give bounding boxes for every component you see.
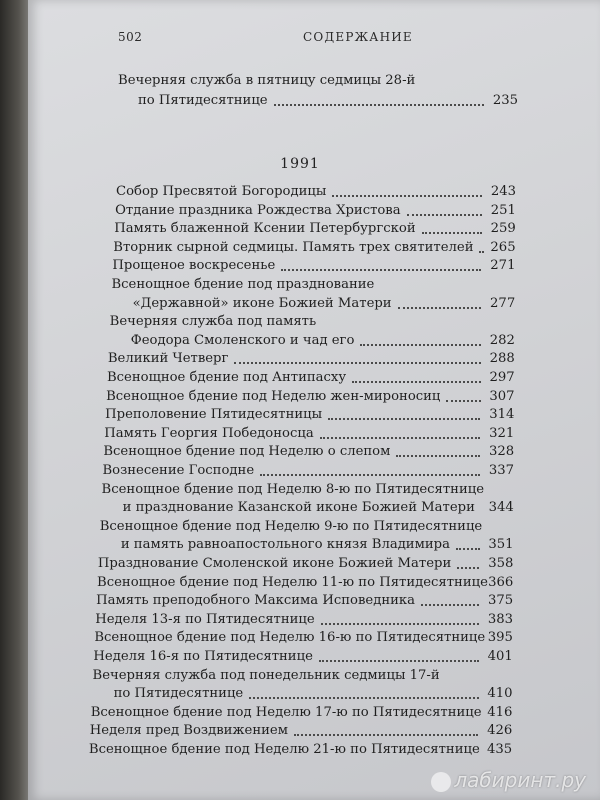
page-ref: 435 bbox=[486, 742, 513, 757]
page-ref: 307 bbox=[489, 388, 515, 404]
dot-leader bbox=[319, 658, 479, 662]
entry-title: Празднование Смоленской иконе Божией Матери bbox=[97, 556, 452, 571]
dot-leader bbox=[421, 602, 479, 606]
entry-title: Всенощное бдение под Неделю 8-ю по Пятидесятнице bbox=[101, 481, 485, 497]
entry-title: Феодора Смоленского и чад его bbox=[130, 332, 355, 348]
toc-line bbox=[123, 499, 514, 517]
entry-title: Отдание праздника Рождества Христова bbox=[115, 202, 401, 218]
toc-line bbox=[133, 295, 516, 313]
page-ref: 401 bbox=[487, 649, 513, 664]
entry-line-with-page bbox=[118, 92, 518, 110]
toc-line bbox=[131, 332, 515, 350]
toc-line bbox=[107, 369, 515, 387]
dot-leader bbox=[332, 193, 482, 197]
toc-line bbox=[113, 239, 515, 257]
entry-title: Всенощное бдение под Неделю о слепом bbox=[103, 444, 391, 460]
dot-leader bbox=[398, 305, 482, 309]
toc-line bbox=[94, 629, 513, 647]
toc-line bbox=[97, 574, 513, 592]
entry-title: Всенощное бдение под Неделю 11-ю по Пятидесятнице bbox=[97, 574, 488, 590]
page-ref: 243 bbox=[490, 184, 516, 199]
toc-line bbox=[121, 536, 514, 554]
toc-line bbox=[90, 722, 512, 740]
toc-line bbox=[96, 592, 513, 610]
dot-leader bbox=[360, 342, 481, 346]
entry-title: Всенощное бдение под Неделю жен-мироносиц bbox=[106, 388, 441, 404]
page-ref: 259 bbox=[490, 221, 516, 237]
toc-line bbox=[89, 741, 512, 759]
entry-title: и празднование Казанской иконе Божией Матери bbox=[122, 500, 475, 516]
toc-line bbox=[116, 183, 516, 201]
page-ref: 271 bbox=[490, 258, 516, 274]
running-title: СОДЕРЖАНИЕ bbox=[303, 30, 413, 44]
dot-leader bbox=[479, 249, 481, 253]
toc-line bbox=[93, 648, 512, 666]
entry-title: и память равноапостольного князя Владимира bbox=[120, 537, 450, 553]
entry-title: по Пятидесятнице bbox=[113, 686, 244, 702]
watermark-logo bbox=[431, 768, 586, 792]
page-ref: 314 bbox=[489, 407, 515, 423]
dot-leader bbox=[352, 379, 481, 383]
toc-line bbox=[104, 425, 514, 443]
page-ref: 282 bbox=[489, 332, 515, 348]
page-ref: 416 bbox=[487, 704, 513, 720]
page-ref: 297 bbox=[489, 370, 515, 385]
toc-line bbox=[108, 350, 515, 368]
entry-title: Вечерняя служба под понедельник седмицы 17-й bbox=[92, 667, 440, 683]
page-ref: 321 bbox=[489, 425, 515, 441]
page-ref: 366 bbox=[488, 574, 514, 590]
page-ref: 328 bbox=[489, 444, 515, 460]
dot-leader bbox=[321, 621, 479, 625]
page-ref: 395 bbox=[487, 630, 513, 646]
watermark-text: лабиринт.ру bbox=[454, 768, 586, 792]
dot-leader bbox=[457, 565, 479, 569]
dot-leader bbox=[274, 102, 484, 106]
dot-leader bbox=[396, 453, 480, 457]
dot-leader bbox=[422, 230, 482, 234]
entry-title: Память Георгия Победоносца bbox=[104, 425, 314, 441]
toc-line bbox=[102, 462, 514, 480]
entry-title: Великий Четверг bbox=[107, 351, 229, 367]
page-ref: 265 bbox=[490, 239, 516, 255]
dot-leader bbox=[446, 398, 480, 402]
dot-leader bbox=[249, 695, 478, 699]
entry-title: Вечерняя служба под память bbox=[109, 314, 317, 330]
entry-title: Вторник сырной седмицы. Память трех святителей bbox=[113, 239, 474, 255]
page-ref: 344 bbox=[488, 500, 514, 516]
toc-line bbox=[91, 704, 513, 722]
toc-line bbox=[105, 406, 514, 424]
dot-leader bbox=[407, 212, 482, 216]
entry-title: Всенощное бдение под празднование bbox=[111, 277, 375, 292]
toc-line bbox=[103, 443, 514, 461]
entry-title: Память блаженной Ксении Петербургской bbox=[114, 221, 416, 237]
dot-leader bbox=[456, 546, 480, 550]
entry-title: Прощеное воскресенье bbox=[112, 258, 276, 274]
entry-title: Всенощное бдение под Антипасху bbox=[106, 370, 347, 385]
dot-leader bbox=[320, 435, 481, 439]
page-ref: 251 bbox=[490, 202, 516, 218]
page-ref: 288 bbox=[489, 351, 515, 367]
page-ref: 375 bbox=[487, 593, 514, 609]
entry-title: Собор Пресвятой Богородицы bbox=[116, 184, 327, 199]
section-year-heading: 1991 bbox=[280, 156, 320, 172]
toc-line bbox=[112, 257, 515, 275]
page-ref: 383 bbox=[487, 611, 514, 627]
page-ref: 351 bbox=[488, 537, 514, 553]
dot-leader bbox=[234, 360, 480, 364]
dot-leader bbox=[260, 472, 480, 476]
entry-title: Преполовение Пятидесятницы bbox=[105, 407, 323, 423]
entry-title: Неделя 13-я по Пятидесятнице bbox=[95, 611, 315, 627]
dot-leader bbox=[328, 416, 480, 420]
entry-title: Всенощное бдение под Неделю 16-ю по Пятидесятнице bbox=[94, 630, 486, 646]
dot-leader bbox=[281, 267, 481, 271]
dot-leader bbox=[294, 732, 478, 736]
entry-title: Всенощное бдение под Неделю 21-ю по Пятидесятнице bbox=[88, 742, 480, 757]
entry-title: «Державной» иконе Божией Матери bbox=[132, 295, 392, 311]
page-ref: 426 bbox=[487, 723, 513, 739]
page-number: 502 bbox=[118, 30, 143, 44]
toc-line bbox=[114, 220, 516, 238]
labirint-logo-icon bbox=[431, 772, 451, 792]
toc-line bbox=[114, 685, 513, 703]
entry-title: Память преподобного Максима Исповедника bbox=[96, 593, 416, 609]
page-ref: 337 bbox=[488, 463, 515, 478]
toc-line bbox=[98, 555, 513, 573]
toc-line bbox=[95, 611, 513, 629]
entry-title: Вознесение Господне bbox=[102, 463, 255, 478]
toc-line bbox=[115, 202, 516, 220]
page-ref: 358 bbox=[488, 556, 514, 571]
entry-line: по Пятидесятнице bbox=[138, 93, 268, 108]
page-ref: 235 bbox=[492, 93, 518, 108]
toc-line bbox=[106, 388, 515, 406]
entry-line: Вечерняя служба в пятницу седмицы 28-й bbox=[118, 73, 416, 88]
entry-title: Неделя 16-я по Пятидесятнице bbox=[93, 649, 313, 664]
entry-title: Неделя пред Воздвижением bbox=[89, 723, 288, 739]
page-ref: 410 bbox=[487, 686, 513, 702]
entry-title: Всенощное бдение под Неделю 17-ю по Пятидесятнице bbox=[90, 704, 482, 720]
page-ref: 277 bbox=[490, 295, 516, 311]
entry-title: Всенощное бдение под Неделю 9-ю по Пятидесятнице bbox=[99, 518, 483, 534]
